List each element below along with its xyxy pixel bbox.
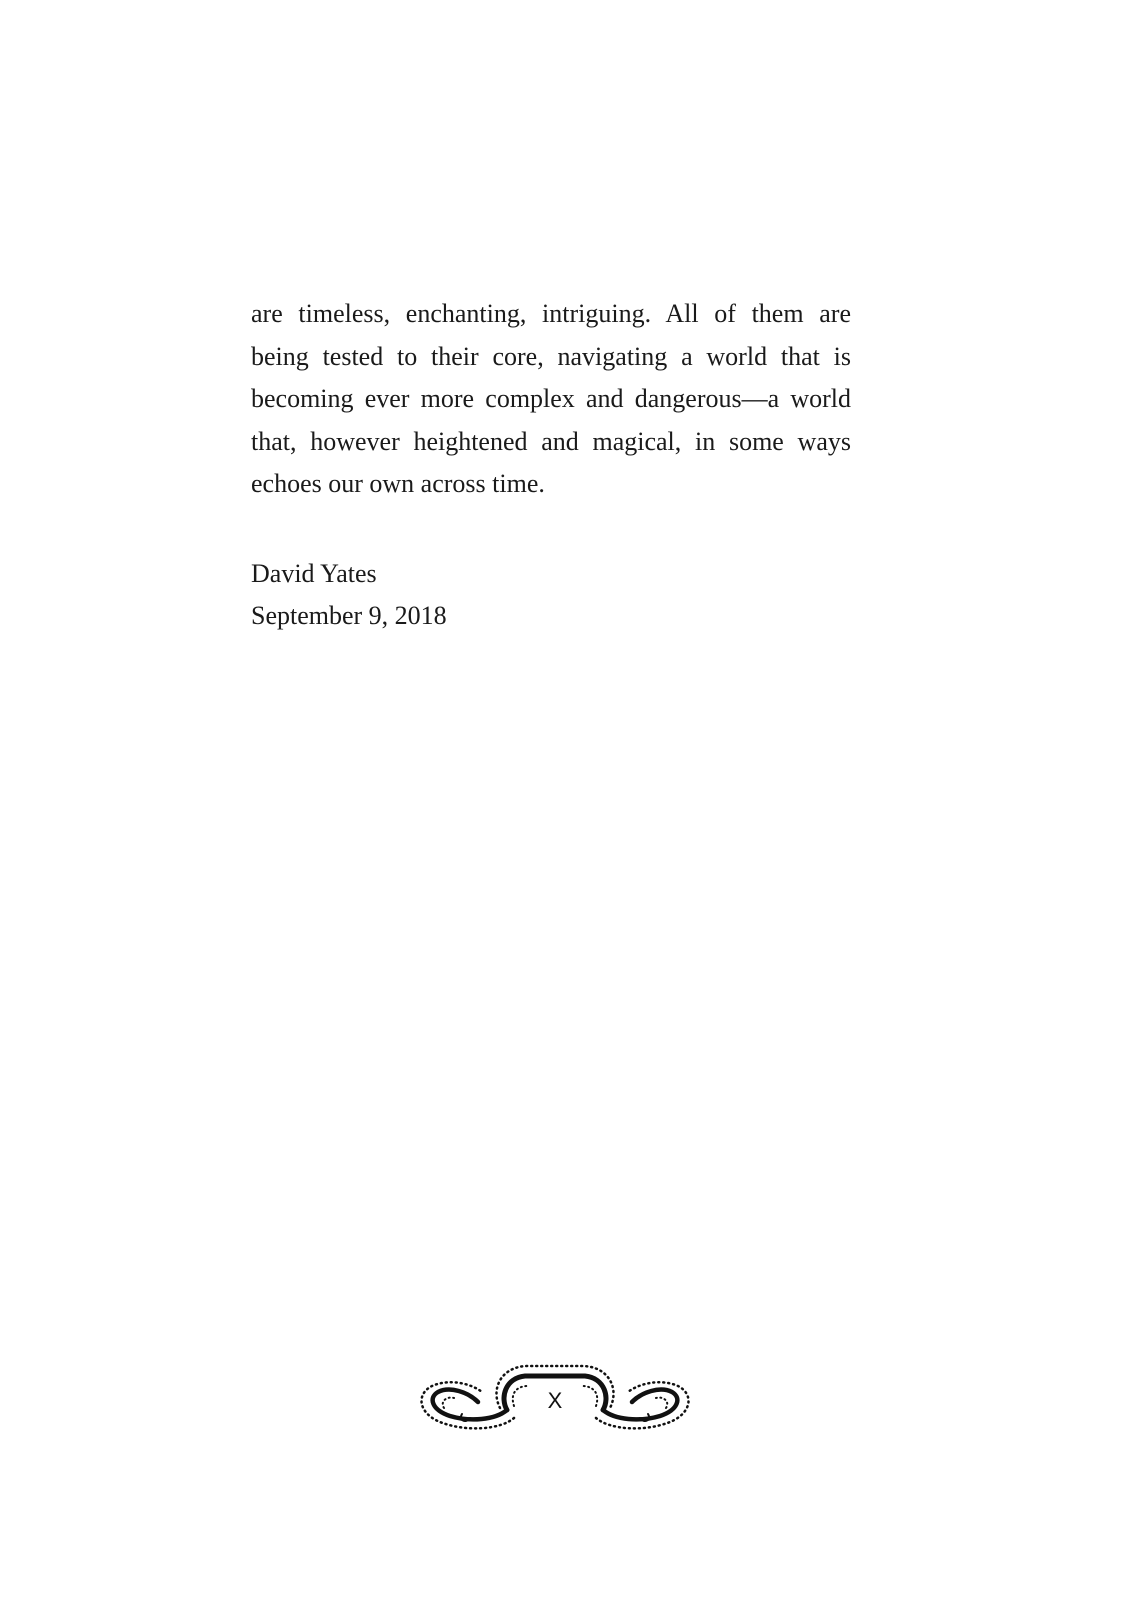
signature-block bbox=[251, 553, 851, 637]
body-paragraph bbox=[251, 293, 851, 506]
text-line: echoes our own across time. bbox=[251, 469, 545, 498]
page-number: X bbox=[547, 1388, 563, 1413]
signature-date: September 9, 2018 bbox=[251, 601, 447, 630]
text-line: being tested to their core, navigating a world that is bbox=[251, 341, 851, 371]
text-line: are timeless, enchanting, intriguing. All of them are bbox=[251, 299, 851, 328]
author-name: David Yates bbox=[251, 559, 377, 588]
text-line: becoming ever more complex and dangerous—a world bbox=[251, 384, 851, 413]
page-footer bbox=[410, 1358, 700, 1438]
text-line: that, however heightened and magical, in some ways bbox=[251, 426, 851, 456]
